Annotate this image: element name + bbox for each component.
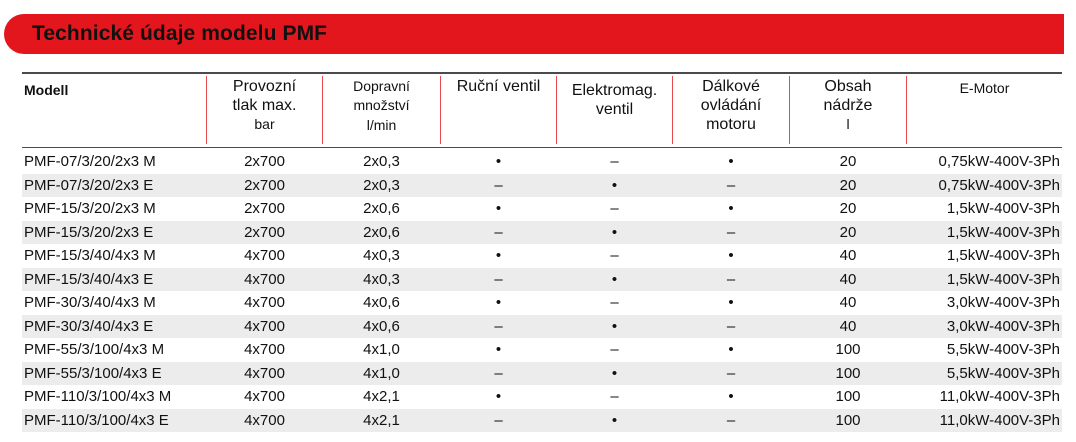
cell-solenoid-valve: – [610, 341, 619, 358]
cell-pressure: 2x700 [244, 153, 285, 170]
header-rucni-ventil [441, 74, 556, 146]
cell-flow: 4x0,3 [363, 270, 400, 288]
header-modell [24, 74, 204, 146]
cell-motor: 1,5kW-400V-3Ph [946, 247, 1060, 264]
table-row [22, 362, 1062, 386]
cell-solenoid-valve: • [611, 411, 618, 429]
table-row [22, 221, 1062, 245]
cell-motor: 11,0kW-400V-3Ph [939, 388, 1060, 405]
cell-tank: 100 [835, 411, 861, 429]
cell-motor: 0,75kW-400V-3Ph [938, 176, 1060, 194]
header-unit: l [846, 116, 850, 132]
cell-flow: 4x1,0 [363, 364, 400, 382]
cell-solenoid-valve: – [610, 388, 619, 405]
cell-flow: 2x0,6 [363, 223, 400, 241]
cell-model: PMF-07/3/20/2x3 E [24, 176, 154, 194]
header-elektromag-ventil [557, 74, 672, 146]
cell-manual-valve: • [495, 153, 502, 170]
cell-remote-control: – [726, 270, 736, 288]
cell-remote-control: • [728, 294, 734, 311]
cell-solenoid-valve: • [611, 270, 618, 288]
title-bar [4, 14, 1064, 54]
cell-manual-valve: – [494, 270, 503, 288]
header-label: E-Motor [959, 80, 1010, 96]
cell-flow: 2x0,3 [363, 153, 400, 170]
cell-motor: 3,0kW-400V-3Ph [946, 317, 1060, 335]
table-row [22, 409, 1062, 433]
cell-pressure: 4x700 [244, 341, 285, 358]
header-label: množství [353, 97, 410, 113]
cell-remote-control: • [728, 247, 734, 264]
header-label: ventil [595, 101, 634, 118]
cell-tank: 40 [839, 247, 857, 264]
cell-solenoid-valve: – [610, 247, 619, 264]
cell-pressure: 4x700 [244, 317, 285, 335]
cell-pressure: 4x700 [244, 294, 285, 311]
cell-pressure: 4x700 [244, 388, 285, 405]
header-label: Elektromag. [571, 82, 658, 99]
header-label: Ruční ventil [456, 78, 541, 95]
cell-remote-control: • [728, 341, 734, 358]
header-label: tlak max. [232, 97, 297, 114]
cell-motor: 0,75kW-400V-3Ph [938, 153, 1060, 170]
cell-remote-control: – [726, 411, 736, 429]
cell-manual-valve: • [495, 294, 502, 311]
header-dalkove-ovladani [673, 74, 789, 146]
cell-model: PMF-55/3/100/4x3 M [24, 341, 165, 358]
cell-flow: 4x0,6 [363, 294, 400, 311]
header-bottom-rule [22, 147, 1062, 148]
cell-solenoid-valve: • [611, 317, 618, 335]
cell-model: PMF-15/3/40/4x3 M [24, 247, 156, 264]
cell-flow: 2x0,3 [363, 176, 400, 194]
cell-pressure: 4x700 [244, 411, 285, 429]
cell-motor: 1,5kW-400V-3Ph [946, 200, 1060, 217]
cell-pressure: 4x700 [244, 270, 285, 288]
header-dopravni-mnozstvi [323, 74, 440, 146]
header-label: Provozní [232, 78, 297, 95]
header-label: nádrže [823, 97, 873, 114]
header-provozni-tlak [207, 74, 322, 146]
cell-solenoid-valve: • [611, 176, 618, 194]
table-row [22, 244, 1062, 268]
cell-model: PMF-30/3/40/4x3 M [24, 294, 156, 311]
cell-tank: 20 [839, 176, 857, 194]
cell-motor: 3,0kW-400V-3Ph [946, 294, 1060, 311]
cell-model: PMF-30/3/40/4x3 E [24, 317, 154, 335]
header-label: Modell [24, 82, 69, 98]
header-label: Obsah [824, 78, 872, 95]
header-unit: l/min [366, 117, 397, 133]
cell-flow: 4x1,0 [363, 341, 400, 358]
table-row [22, 174, 1062, 198]
cell-model: PMF-110/3/100/4x3 M [24, 388, 172, 405]
cell-tank: 20 [839, 153, 857, 170]
table-row [22, 150, 1062, 174]
cell-solenoid-valve: • [611, 364, 618, 382]
cell-model: PMF-07/3/20/2x3 M [24, 153, 156, 170]
cell-flow: 2x0,6 [363, 200, 400, 217]
cell-remote-control: • [728, 200, 734, 217]
cell-tank: 100 [835, 341, 861, 358]
cell-remote-control: • [728, 153, 734, 170]
cell-pressure: 4x700 [244, 364, 285, 382]
cell-solenoid-valve: – [610, 153, 619, 170]
header-e-motor [907, 74, 1062, 146]
cell-remote-control: • [728, 388, 734, 405]
cell-remote-control: – [726, 317, 736, 335]
cell-model: PMF-55/3/100/4x3 E [24, 364, 162, 382]
cell-solenoid-valve: – [610, 294, 619, 311]
cell-tank: 100 [835, 364, 861, 382]
cell-solenoid-valve: • [611, 223, 618, 241]
cell-pressure: 2x700 [244, 176, 285, 194]
header-label: ovládání [700, 97, 762, 114]
header-label: Dopravní [353, 78, 410, 94]
cell-manual-valve: – [494, 223, 503, 241]
cell-tank: 40 [839, 317, 857, 335]
header-label: motoru [706, 116, 756, 133]
cell-manual-valve: – [494, 364, 503, 382]
cell-pressure: 2x700 [244, 200, 285, 217]
cell-flow: 4x0,3 [363, 247, 400, 264]
cell-model: PMF-15/3/20/2x3 E [24, 223, 154, 241]
cell-manual-valve: • [495, 341, 502, 358]
header-label: Dálkové [702, 78, 760, 95]
table-header [22, 74, 1062, 146]
cell-flow: 4x0,6 [363, 317, 400, 335]
cell-manual-valve: – [494, 411, 503, 429]
cell-model: PMF-110/3/100/4x3 E [24, 411, 169, 429]
cell-tank: 40 [839, 270, 857, 288]
table-row [22, 268, 1062, 292]
cell-tank: 40 [839, 294, 857, 311]
cell-motor: 5,5kW-400V-3Ph [946, 364, 1060, 382]
cell-solenoid-valve: – [610, 200, 619, 217]
table-row [22, 338, 1062, 362]
header-obsah-nadrze [790, 74, 906, 146]
table-row [22, 385, 1062, 409]
cell-manual-valve: • [495, 247, 502, 264]
cell-remote-control: – [726, 223, 736, 241]
cell-manual-valve: • [495, 200, 502, 217]
cell-manual-valve: – [494, 176, 503, 194]
cell-tank: 20 [839, 223, 857, 241]
cell-tank: 20 [839, 200, 857, 217]
cell-manual-valve: – [494, 317, 503, 335]
cell-motor: 11,0kW-400V-3Ph [939, 411, 1060, 429]
table-row [22, 315, 1062, 339]
header-unit: bar [254, 116, 275, 132]
cell-flow: 4x2,1 [363, 411, 400, 429]
table-body [22, 150, 1062, 432]
cell-model: PMF-15/3/40/4x3 E [24, 270, 154, 288]
cell-manual-valve: • [495, 388, 502, 405]
table-row [22, 197, 1062, 221]
cell-remote-control: – [726, 364, 736, 382]
cell-pressure: 4x700 [244, 247, 285, 264]
page-title: Technické údaje modelu PMF [32, 22, 328, 45]
cell-motor: 1,5kW-400V-3Ph [946, 270, 1060, 288]
cell-remote-control: – [726, 176, 736, 194]
cell-tank: 100 [835, 388, 861, 405]
cell-flow: 4x2,1 [363, 388, 400, 405]
cell-pressure: 2x700 [244, 223, 285, 241]
cell-motor: 5,5kW-400V-3Ph [946, 341, 1060, 358]
cell-motor: 1,5kW-400V-3Ph [946, 223, 1060, 241]
cell-model: PMF-15/3/20/2x3 M [24, 200, 156, 217]
table-row [22, 291, 1062, 315]
